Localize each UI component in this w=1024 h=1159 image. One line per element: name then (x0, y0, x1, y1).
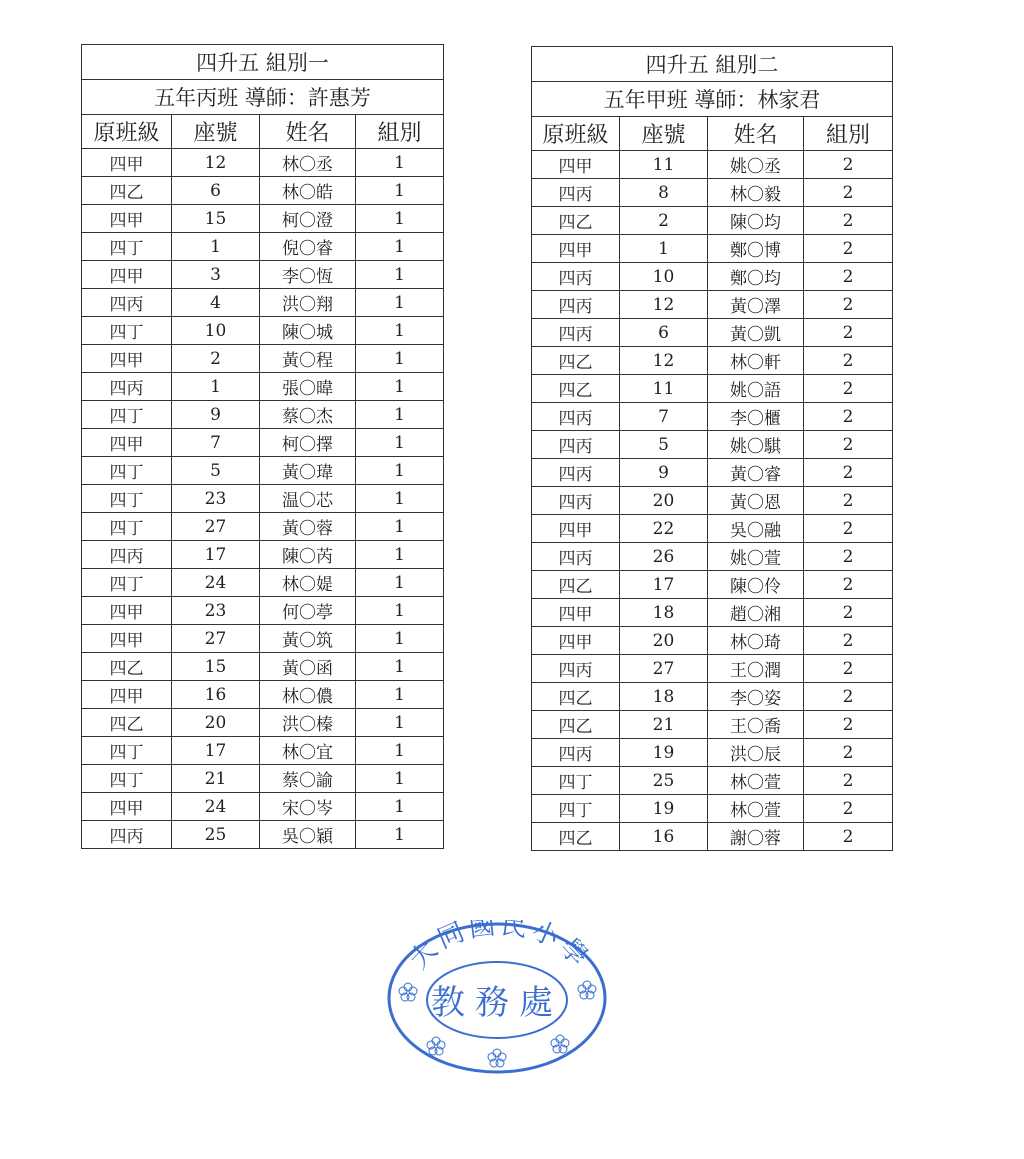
table-row (532, 515, 893, 543)
seat-number-cell: 7 (620, 403, 708, 431)
student-name-cell: 黃〇睿 (708, 459, 804, 487)
student-name-cell: 倪〇睿 (260, 233, 356, 261)
seat-number-cell: 18 (620, 683, 708, 711)
seat-number-cell: 27 (172, 625, 260, 653)
table-row (82, 233, 444, 261)
student-name-cell: 蔡〇諭 (260, 765, 356, 793)
student-name-cell: 陳〇芮 (260, 541, 356, 569)
group-cell: 1 (356, 737, 444, 765)
seal-school-name: 大同國民小學 (404, 920, 596, 976)
original-class-cell: 四丙 (532, 739, 620, 767)
original-class-cell: 四乙 (532, 711, 620, 739)
seat-number-cell: 1 (172, 233, 260, 261)
group-cell: 1 (356, 597, 444, 625)
table-row (532, 543, 893, 571)
student-name-cell: 洪〇榛 (260, 709, 356, 737)
seat-number-cell: 25 (620, 767, 708, 795)
student-name-cell: 林〇皓 (260, 177, 356, 205)
student-name-cell: 何〇葶 (260, 597, 356, 625)
group-cell: 2 (804, 571, 893, 599)
plum-blossom-icon (488, 1049, 506, 1067)
seat-number-cell: 21 (172, 765, 260, 793)
original-class-cell: 四甲 (532, 515, 620, 543)
header-name: 姓名 (260, 115, 356, 149)
seat-number-cell: 22 (620, 515, 708, 543)
seat-number-cell: 20 (620, 627, 708, 655)
group-2-table (531, 46, 893, 851)
seat-number-cell: 12 (620, 291, 708, 319)
header-seat-number: 座號 (172, 115, 260, 149)
table-row (82, 793, 444, 821)
table-row (532, 403, 893, 431)
student-name-cell: 陳〇伶 (708, 571, 804, 599)
header-original-class: 原班級 (82, 115, 172, 149)
seat-number-cell: 24 (172, 569, 260, 597)
original-class-cell: 四丁 (82, 765, 172, 793)
table-row (82, 177, 444, 205)
table-row (532, 291, 893, 319)
seat-number-cell: 4 (172, 289, 260, 317)
seat-number-cell: 11 (620, 375, 708, 403)
group-cell: 1 (356, 149, 444, 177)
seat-number-cell: 11 (620, 151, 708, 179)
student-name-cell: 鄭〇均 (708, 263, 804, 291)
group-cell: 1 (356, 429, 444, 457)
student-name-cell: 黃〇程 (260, 345, 356, 373)
group-title: 四升五 組別一 (82, 45, 444, 80)
student-name-cell: 林〇丞 (260, 149, 356, 177)
table-row (532, 263, 893, 291)
seat-number-cell: 9 (172, 401, 260, 429)
original-class-cell: 四丁 (82, 457, 172, 485)
group-cell: 1 (356, 401, 444, 429)
table-row (532, 571, 893, 599)
student-name-cell: 黃〇恩 (708, 487, 804, 515)
group-title: 四升五 組別二 (532, 47, 893, 82)
original-class-cell: 四丁 (82, 233, 172, 261)
student-name-cell: 姚〇騏 (708, 431, 804, 459)
seat-number-cell: 2 (620, 207, 708, 235)
student-name-cell: 黃〇澤 (708, 291, 804, 319)
group-cell: 2 (804, 151, 893, 179)
table-row (82, 709, 444, 737)
original-class-cell: 四甲 (532, 235, 620, 263)
original-class-cell: 四丁 (532, 767, 620, 795)
original-class-cell: 四丁 (532, 795, 620, 823)
table-row (532, 655, 893, 683)
student-name-cell: 謝〇蓉 (708, 823, 804, 851)
table-row (82, 429, 444, 457)
student-name-cell: 王〇潤 (708, 655, 804, 683)
table-row (532, 795, 893, 823)
student-name-cell: 黃〇凱 (708, 319, 804, 347)
original-class-cell: 四乙 (82, 653, 172, 681)
seat-number-cell: 9 (620, 459, 708, 487)
table-row (532, 375, 893, 403)
class-teacher: 五年甲班 導師：林家君 (532, 82, 893, 117)
seat-number-cell: 1 (172, 373, 260, 401)
group-cell: 2 (804, 739, 893, 767)
original-class-cell: 四丁 (82, 737, 172, 765)
group-cell: 2 (804, 375, 893, 403)
student-name-cell: 蔡〇杰 (260, 401, 356, 429)
student-name-cell: 黃〇函 (260, 653, 356, 681)
seat-number-cell: 27 (172, 513, 260, 541)
student-name-cell: 温〇芯 (260, 485, 356, 513)
seat-number-cell: 17 (172, 737, 260, 765)
original-class-cell: 四丙 (532, 655, 620, 683)
group-cell: 2 (804, 319, 893, 347)
student-name-cell: 李〇恆 (260, 261, 356, 289)
group-cell: 2 (804, 403, 893, 431)
group-cell: 2 (804, 711, 893, 739)
group-cell: 1 (356, 317, 444, 345)
student-name-cell: 林〇毅 (708, 179, 804, 207)
group-cell: 1 (356, 653, 444, 681)
original-class-cell: 四丙 (532, 431, 620, 459)
seat-number-cell: 23 (172, 485, 260, 513)
seat-number-cell: 19 (620, 795, 708, 823)
original-class-cell: 四丙 (532, 291, 620, 319)
seat-number-cell: 16 (172, 681, 260, 709)
group-cell: 1 (356, 681, 444, 709)
group-cell: 1 (356, 625, 444, 653)
header-name: 姓名 (708, 117, 804, 151)
table-row (82, 765, 444, 793)
table-row (532, 151, 893, 179)
student-name-cell: 黃〇筑 (260, 625, 356, 653)
seat-number-cell: 15 (172, 653, 260, 681)
group-cell: 2 (804, 431, 893, 459)
table-row (532, 627, 893, 655)
seat-number-cell: 7 (172, 429, 260, 457)
original-class-cell: 四乙 (532, 347, 620, 375)
student-name-cell: 柯〇澄 (260, 205, 356, 233)
student-name-cell: 陳〇城 (260, 317, 356, 345)
seat-number-cell: 12 (620, 347, 708, 375)
table-row (82, 289, 444, 317)
seat-number-cell: 5 (620, 431, 708, 459)
seat-number-cell: 10 (172, 317, 260, 345)
seat-number-cell: 25 (172, 821, 260, 849)
student-name-cell: 李〇櫃 (708, 403, 804, 431)
student-name-cell: 趙〇湘 (708, 599, 804, 627)
seat-number-cell: 20 (620, 487, 708, 515)
header-original-class: 原班級 (532, 117, 620, 151)
seat-number-cell: 21 (620, 711, 708, 739)
table-row (82, 345, 444, 373)
group-cell: 1 (356, 457, 444, 485)
table-row (82, 401, 444, 429)
seat-number-cell: 26 (620, 543, 708, 571)
table-row (82, 541, 444, 569)
group-cell: 2 (804, 823, 893, 851)
table-row (82, 457, 444, 485)
group-cell: 2 (804, 487, 893, 515)
seat-number-cell: 18 (620, 599, 708, 627)
original-class-cell: 四丙 (532, 179, 620, 207)
original-class-cell: 四丙 (82, 373, 172, 401)
seat-number-cell: 1 (620, 235, 708, 263)
group-cell: 1 (356, 485, 444, 513)
table-row (82, 681, 444, 709)
table-row (82, 569, 444, 597)
original-class-cell: 四丙 (532, 319, 620, 347)
group-cell: 1 (356, 709, 444, 737)
original-class-cell: 四乙 (82, 709, 172, 737)
table-row (82, 625, 444, 653)
group-cell: 1 (356, 345, 444, 373)
group-cell: 1 (356, 765, 444, 793)
original-class-cell: 四丁 (82, 401, 172, 429)
student-name-cell: 林〇軒 (708, 347, 804, 375)
table-row (82, 205, 444, 233)
group-cell: 1 (356, 373, 444, 401)
seat-number-cell: 6 (620, 319, 708, 347)
table-row (532, 823, 893, 851)
header-seat-number: 座號 (620, 117, 708, 151)
table-row (532, 599, 893, 627)
original-class-cell: 四丁 (82, 513, 172, 541)
original-class-cell: 四乙 (82, 177, 172, 205)
group-cell: 2 (804, 207, 893, 235)
original-class-cell: 四甲 (82, 625, 172, 653)
original-class-cell: 四乙 (532, 207, 620, 235)
original-class-cell: 四乙 (532, 571, 620, 599)
header-group: 組別 (356, 115, 444, 149)
group-1-table (81, 44, 444, 849)
group-cell: 1 (356, 793, 444, 821)
table-row (82, 317, 444, 345)
original-class-cell: 四丙 (82, 289, 172, 317)
student-name-cell: 林〇儂 (260, 681, 356, 709)
seat-number-cell: 23 (172, 597, 260, 625)
seat-number-cell: 10 (620, 263, 708, 291)
student-name-cell: 吳〇融 (708, 515, 804, 543)
seat-number-cell: 17 (620, 571, 708, 599)
student-name-cell: 林〇萱 (708, 795, 804, 823)
original-class-cell: 四丁 (82, 569, 172, 597)
table-row (532, 459, 893, 487)
seat-number-cell: 17 (172, 541, 260, 569)
group-cell: 1 (356, 233, 444, 261)
plum-blossom-icon (551, 1035, 569, 1053)
seat-number-cell: 19 (620, 739, 708, 767)
table-row (532, 179, 893, 207)
group-cell: 2 (804, 795, 893, 823)
seat-number-cell: 15 (172, 205, 260, 233)
table-row (82, 261, 444, 289)
original-class-cell: 四甲 (82, 205, 172, 233)
table-row (82, 653, 444, 681)
student-name-cell: 黃〇瑋 (260, 457, 356, 485)
student-name-cell: 李〇姿 (708, 683, 804, 711)
student-name-cell: 陳〇均 (708, 207, 804, 235)
original-class-cell: 四甲 (82, 681, 172, 709)
group-cell: 1 (356, 205, 444, 233)
original-class-cell: 四甲 (532, 599, 620, 627)
table-row (532, 347, 893, 375)
original-class-cell: 四甲 (82, 261, 172, 289)
plum-blossom-icon (399, 983, 417, 1001)
original-class-cell: 四丙 (532, 403, 620, 431)
student-name-cell: 洪〇辰 (708, 739, 804, 767)
group-cell: 2 (804, 655, 893, 683)
original-class-cell: 四丁 (82, 485, 172, 513)
student-name-cell: 柯〇擇 (260, 429, 356, 457)
seat-number-cell: 6 (172, 177, 260, 205)
original-class-cell: 四丙 (532, 263, 620, 291)
table-row (532, 711, 893, 739)
original-class-cell: 四丙 (532, 543, 620, 571)
student-name-cell: 宋〇岑 (260, 793, 356, 821)
class-teacher: 五年丙班 導師：許惠芳 (82, 80, 444, 115)
student-name-cell: 林〇宜 (260, 737, 356, 765)
table-row (82, 513, 444, 541)
seat-number-cell: 3 (172, 261, 260, 289)
group-cell: 2 (804, 627, 893, 655)
group-cell: 2 (804, 263, 893, 291)
student-name-cell: 林〇媞 (260, 569, 356, 597)
student-name-cell: 林〇琦 (708, 627, 804, 655)
table-row (82, 149, 444, 177)
original-class-cell: 四乙 (532, 823, 620, 851)
group-cell: 2 (804, 515, 893, 543)
original-class-cell: 四甲 (532, 151, 620, 179)
student-name-cell: 姚〇語 (708, 375, 804, 403)
plum-blossom-icon (578, 981, 596, 999)
plum-blossom-icon (427, 1037, 445, 1055)
group-cell: 2 (804, 291, 893, 319)
table-row (532, 431, 893, 459)
student-name-cell: 林〇萱 (708, 767, 804, 795)
student-name-cell: 王〇喬 (708, 711, 804, 739)
group-cell: 2 (804, 179, 893, 207)
original-class-cell: 四甲 (82, 793, 172, 821)
table-row (532, 739, 893, 767)
original-class-cell: 四甲 (82, 345, 172, 373)
group-cell: 2 (804, 235, 893, 263)
student-name-cell: 洪〇翔 (260, 289, 356, 317)
original-class-cell: 四丙 (82, 541, 172, 569)
header-group: 組別 (804, 117, 893, 151)
group-cell: 1 (356, 541, 444, 569)
original-class-cell: 四丙 (532, 459, 620, 487)
table-row (82, 821, 444, 849)
group-cell: 1 (356, 177, 444, 205)
seat-number-cell: 5 (172, 457, 260, 485)
group-cell: 1 (356, 513, 444, 541)
group-cell: 1 (356, 289, 444, 317)
table-row (532, 319, 893, 347)
group-cell: 1 (356, 569, 444, 597)
table-row (532, 235, 893, 263)
original-class-cell: 四丙 (532, 487, 620, 515)
original-class-cell: 四丙 (82, 821, 172, 849)
student-name-cell: 吳〇穎 (260, 821, 356, 849)
table-row (532, 767, 893, 795)
seal-office-name: 教務處 (431, 983, 563, 1023)
student-name-cell: 張〇暐 (260, 373, 356, 401)
original-class-cell: 四乙 (532, 375, 620, 403)
seat-number-cell: 16 (620, 823, 708, 851)
seat-number-cell: 2 (172, 345, 260, 373)
original-class-cell: 四甲 (532, 627, 620, 655)
student-name-cell: 姚〇萱 (708, 543, 804, 571)
student-name-cell: 鄭〇博 (708, 235, 804, 263)
seat-number-cell: 12 (172, 149, 260, 177)
student-name-cell: 姚〇丞 (708, 151, 804, 179)
seat-number-cell: 27 (620, 655, 708, 683)
table-row (532, 487, 893, 515)
student-name-cell: 黃〇蓉 (260, 513, 356, 541)
table-row (82, 485, 444, 513)
table-row (82, 597, 444, 625)
table-row (82, 737, 444, 765)
group-cell: 2 (804, 347, 893, 375)
table-row (532, 207, 893, 235)
table-row (82, 373, 444, 401)
school-seal-stamp (384, 920, 610, 1076)
group-cell: 1 (356, 821, 444, 849)
table-row (532, 683, 893, 711)
original-class-cell: 四丁 (82, 317, 172, 345)
original-class-cell: 四甲 (82, 149, 172, 177)
original-class-cell: 四甲 (82, 597, 172, 625)
group-cell: 2 (804, 459, 893, 487)
seat-number-cell: 20 (172, 709, 260, 737)
seat-number-cell: 8 (620, 179, 708, 207)
group-cell: 2 (804, 767, 893, 795)
group-cell: 1 (356, 261, 444, 289)
original-class-cell: 四甲 (82, 429, 172, 457)
seat-number-cell: 24 (172, 793, 260, 821)
group-cell: 2 (804, 543, 893, 571)
group-cell: 2 (804, 599, 893, 627)
group-cell: 2 (804, 683, 893, 711)
original-class-cell: 四乙 (532, 683, 620, 711)
